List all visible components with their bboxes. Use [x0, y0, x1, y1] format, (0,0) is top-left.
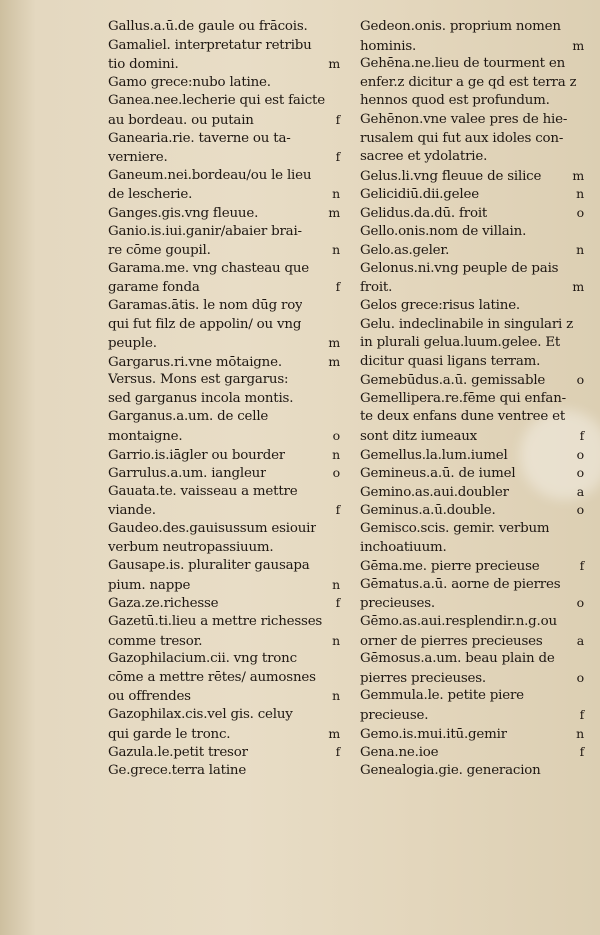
gender-mark: n — [576, 725, 584, 741]
line-text: precieuse. — [360, 707, 429, 723]
dictionary-line — [108, 55, 340, 74]
dictionary-line — [360, 111, 584, 130]
line-text: Ganges.gis.vng fleuue. — [108, 205, 259, 221]
dictionary-line — [108, 743, 340, 762]
gender-mark: n — [332, 186, 340, 202]
line-text: Gelonus.ni.vng peuple de pais — [360, 260, 559, 276]
dictionary-line — [360, 92, 584, 111]
line-text: Gausape.is. pluraliter gausapa — [108, 558, 310, 574]
dictionary-line — [108, 576, 340, 595]
dictionary-line — [108, 223, 340, 242]
dictionary-line — [108, 706, 340, 725]
line-text: pierres precieuses. — [360, 670, 486, 686]
dictionary-line — [108, 650, 340, 669]
dictionary-line — [360, 576, 584, 595]
line-text: Gazophilacium.cii. vng tronc — [108, 651, 297, 667]
gender-mark: m — [328, 56, 340, 72]
dictionary-line — [108, 483, 340, 502]
dictionary-line — [108, 92, 340, 111]
gender-mark: n — [576, 186, 584, 202]
line-text: Gēmatus.a.ū. aorne de pierres — [360, 576, 561, 592]
line-text: Ganeum.nei.bordeau/ou le lieu — [108, 167, 312, 183]
dictionary-line — [108, 501, 340, 520]
line-text: re cōme goupil. — [108, 243, 211, 259]
gender-mark: m — [572, 279, 584, 295]
line-text: sacree et ydolatrie. — [360, 149, 488, 165]
line-text: precieuses. — [360, 596, 435, 612]
gender-mark: o — [576, 595, 584, 611]
line-text: Garganus.a.um. de celle — [108, 409, 269, 425]
line-text: montaigne. — [108, 429, 183, 445]
line-text: Ganio.is.iui.ganir/abaier brai- — [108, 223, 302, 239]
line-text: froit. — [360, 280, 393, 296]
line-text: qui fut filz de appolin/ ou vng — [108, 316, 302, 332]
dictionary-line — [108, 37, 340, 56]
line-text: Gēmo.as.aui.resplendir.n.g.ou — [360, 614, 557, 629]
dictionary-line — [360, 167, 584, 186]
dictionary-line — [108, 260, 340, 279]
dictionary-line — [108, 334, 340, 353]
gender-mark: m — [328, 353, 340, 369]
dictionary-line — [108, 371, 340, 390]
dictionary-line — [108, 204, 340, 223]
gender-mark: o — [332, 428, 340, 444]
dictionary-line — [360, 613, 584, 632]
line-text: Gemellipera.re.fēme qui enfan- — [360, 390, 566, 406]
dictionary-line — [108, 687, 340, 706]
line-text: Gēma.me. pierre precieuse — [360, 559, 540, 575]
dictionary-line — [108, 427, 340, 446]
line-text: verniere. — [108, 150, 168, 166]
line-text: au bordeau. ou putain — [108, 112, 254, 128]
right-column — [360, 18, 584, 780]
dictionary-line — [108, 464, 340, 483]
dictionary-line — [360, 148, 584, 167]
gender-mark: f — [579, 558, 584, 574]
gender-mark: o — [576, 502, 584, 518]
line-text: Gelicidiū.dii.gelee — [360, 187, 479, 203]
dictionary-line — [360, 185, 584, 204]
gender-mark: f — [579, 428, 584, 444]
dictionary-line — [360, 37, 584, 56]
dictionary-line — [360, 520, 584, 539]
dictionary-line — [360, 706, 584, 725]
gender-mark: m — [328, 725, 340, 741]
line-text: Gamaliel. interpretatur retribu — [108, 37, 312, 53]
gender-mark: m — [328, 335, 340, 351]
line-text: Gaudeo.des.gauisussum esiouir — [108, 521, 317, 537]
line-text: Gedeon.onis. proprium nomen — [360, 19, 561, 34]
dictionary-line — [360, 539, 584, 558]
dictionary-line — [360, 316, 584, 335]
gender-mark: o — [576, 372, 584, 388]
dictionary-line — [360, 427, 584, 446]
dictionary-line — [360, 74, 584, 93]
line-text: Gello.onis.nom de villain. — [360, 223, 527, 239]
dictionary-line — [108, 725, 340, 744]
dictionary-line — [108, 185, 340, 204]
dictionary-line — [108, 669, 340, 688]
dictionary-line — [360, 501, 584, 520]
line-text: Gemmula.le. petite piere — [360, 688, 524, 704]
line-text: Gamo grece:nubo latine. — [108, 74, 271, 90]
dictionary-line — [360, 18, 584, 37]
dictionary-line — [360, 334, 584, 353]
gender-mark: f — [579, 744, 584, 760]
dictionary-line — [108, 297, 340, 316]
dictionary-line — [108, 390, 340, 409]
dictionary-line — [360, 725, 584, 744]
gender-mark: o — [576, 446, 584, 462]
line-text: in plurali gelua.luum.gelee. Et — [360, 335, 561, 351]
line-text: Gemineus.a.ū. de iumel — [360, 466, 516, 482]
line-text: peuple. — [108, 336, 157, 352]
line-text: garame fonda — [108, 280, 200, 296]
dictionary-line — [108, 520, 340, 539]
dictionary-line — [360, 297, 584, 316]
line-text: qui garde le tronc. — [108, 726, 231, 742]
dictionary-line — [108, 762, 340, 781]
gender-mark: n — [332, 688, 340, 704]
line-text: Gelos grece:risus latine. — [360, 297, 520, 313]
line-text: Ganea.nee.lecherie qui est faicte — [108, 93, 325, 109]
gender-mark: n — [332, 632, 340, 648]
dictionary-line — [108, 130, 340, 149]
dictionary-line — [360, 669, 584, 688]
line-text: Gazula.le.petit tresor — [108, 745, 248, 761]
line-text: Gelo.as.geler. — [360, 243, 450, 259]
dictionary-line — [360, 464, 584, 483]
gender-mark: f — [335, 502, 340, 518]
dictionary-line — [108, 594, 340, 613]
gender-mark: o — [332, 465, 340, 481]
dictionary-line — [108, 241, 340, 260]
gender-mark: n — [332, 446, 340, 462]
dictionary-line — [108, 18, 340, 37]
dictionary-line — [108, 446, 340, 465]
line-text: Gaza.ze.richesse — [108, 596, 219, 612]
gender-mark: f — [335, 279, 340, 295]
line-text: Gelu. indeclinabile in singulari z — [360, 316, 574, 332]
line-text: sont ditz iumeaux — [360, 429, 478, 445]
gender-mark: f — [335, 595, 340, 611]
line-text: Gemellus.la.lum.iumel — [360, 447, 508, 463]
line-text: Gargarus.ri.vne mōtaigne. — [108, 354, 282, 370]
gender-mark: o — [576, 669, 584, 685]
dictionary-line — [108, 353, 340, 372]
line-text: Gazophilax.cis.vel gis. celuy — [108, 706, 293, 722]
line-text: Gelidus.da.dū. froit — [360, 205, 488, 221]
line-text: Gemino.as.aui.doubler — [360, 484, 509, 500]
dictionary-line — [360, 594, 584, 613]
gender-mark: f — [335, 111, 340, 127]
line-text: enfer.z dicitur a ge qd est terra z — [360, 74, 577, 90]
line-text: Versus. Mons est gargarus: — [108, 372, 289, 388]
line-text: Gēmosus.a.um. beau plain de — [360, 651, 555, 667]
gender-mark: a — [576, 483, 584, 499]
line-text: Gemo.is.mui.itū.gemir — [360, 726, 507, 742]
line-text: Geminus.a.ū.double. — [360, 503, 496, 519]
dictionary-line — [360, 390, 584, 409]
line-text: Garrio.is.iāgler ou bourder — [108, 447, 286, 463]
line-text: Gehēna.ne.lieu de tourment en — [360, 56, 566, 72]
line-text: viande. — [108, 503, 156, 519]
gender-mark: n — [576, 242, 584, 258]
dictionary-line — [360, 408, 584, 427]
line-text: sed garganus incola montis. — [108, 390, 294, 406]
dictionary-line — [360, 55, 584, 74]
line-text: Gauata.te. vaisseau a mettre — [108, 483, 298, 499]
line-text: cōme a mettre rētes/ aumosnes — [108, 669, 316, 685]
dictionary-line — [360, 446, 584, 465]
dictionary-line — [108, 167, 340, 186]
line-text: comme tresor. — [108, 633, 203, 649]
dictionary-line — [108, 557, 340, 576]
dictionary-line — [360, 204, 584, 223]
dictionary-line — [108, 148, 340, 167]
gender-mark: m — [572, 37, 584, 53]
line-text: tio domini. — [108, 57, 179, 73]
dictionary-line — [108, 408, 340, 427]
line-text: Gehēnon.vne valee pres de hie- — [360, 111, 568, 127]
gender-mark: o — [576, 204, 584, 220]
dictionary-line — [108, 613, 340, 632]
dictionary-line — [360, 687, 584, 706]
line-text: inchoatiuum. — [360, 539, 447, 555]
line-text: verbum neutropassiuum. — [108, 539, 274, 555]
dictionary-line — [360, 353, 584, 372]
line-text: orner de pierres precieuses — [360, 633, 543, 649]
line-text: dicitur quasi ligans terram. — [360, 353, 541, 369]
dictionary-line — [360, 557, 584, 576]
gender-mark: m — [328, 204, 340, 220]
line-text: Gallus.a.ū.de gaule ou frācois. — [108, 19, 308, 34]
line-text: hominis. — [360, 38, 417, 54]
line-text: de lescherie. — [108, 187, 193, 203]
line-text: Garamas.ātis. le nom dūg roy — [108, 297, 303, 313]
line-text: Garrulus.a.um. iangleur — [108, 466, 267, 482]
line-text: ou offrendes — [108, 689, 191, 705]
line-text: Gemisco.scis. gemir. verbum — [360, 521, 550, 537]
gender-mark: n — [332, 242, 340, 258]
dictionary-line — [360, 483, 584, 502]
line-text: Ge.grece.terra latine — [108, 762, 247, 778]
dictionary-line — [360, 278, 584, 297]
line-text: Gemebūdus.a.ū. gemissable — [360, 373, 546, 389]
dictionary-line — [108, 632, 340, 651]
dictionary-line — [360, 241, 584, 260]
dictionary-line — [360, 743, 584, 762]
dictionary-line — [108, 111, 340, 130]
line-text: pium. nappe — [108, 577, 191, 593]
line-text: Genealogia.gie. generacion — [360, 762, 541, 778]
dictionary-line — [108, 316, 340, 335]
gender-mark: m — [572, 167, 584, 183]
gender-mark: o — [576, 465, 584, 481]
dictionary-line — [360, 632, 584, 651]
dictionary-line — [108, 539, 340, 558]
dictionary-line — [360, 260, 584, 279]
dictionary-line — [360, 762, 584, 781]
line-text: te deux enfans dune ventree et — [360, 409, 566, 425]
left-column — [108, 18, 340, 780]
line-text: rusalem qui fut aux idoles con- — [360, 130, 564, 146]
gender-mark: f — [335, 744, 340, 760]
line-text: Gazetū.ti.lieu a mettre richesses — [108, 614, 323, 629]
gender-mark: f — [579, 706, 584, 722]
dictionary-line — [360, 371, 584, 390]
dictionary-line — [108, 278, 340, 297]
gender-mark: f — [335, 149, 340, 165]
dictionary-line — [360, 650, 584, 669]
gender-mark: n — [332, 576, 340, 592]
line-text: hennos quod est profundum. — [360, 93, 550, 109]
line-text: Gena.ne.ioe — [360, 745, 439, 761]
line-text: Garama.me. vng chasteau que — [108, 260, 310, 276]
line-text: Gelus.li.vng fleuue de silice — [360, 168, 542, 184]
line-text: Ganearia.rie. taverne ou ta- — [108, 130, 291, 146]
dictionary-line — [360, 130, 584, 149]
dictionary-line — [360, 223, 584, 242]
gender-mark: a — [576, 632, 584, 648]
dictionary-line — [108, 74, 340, 93]
